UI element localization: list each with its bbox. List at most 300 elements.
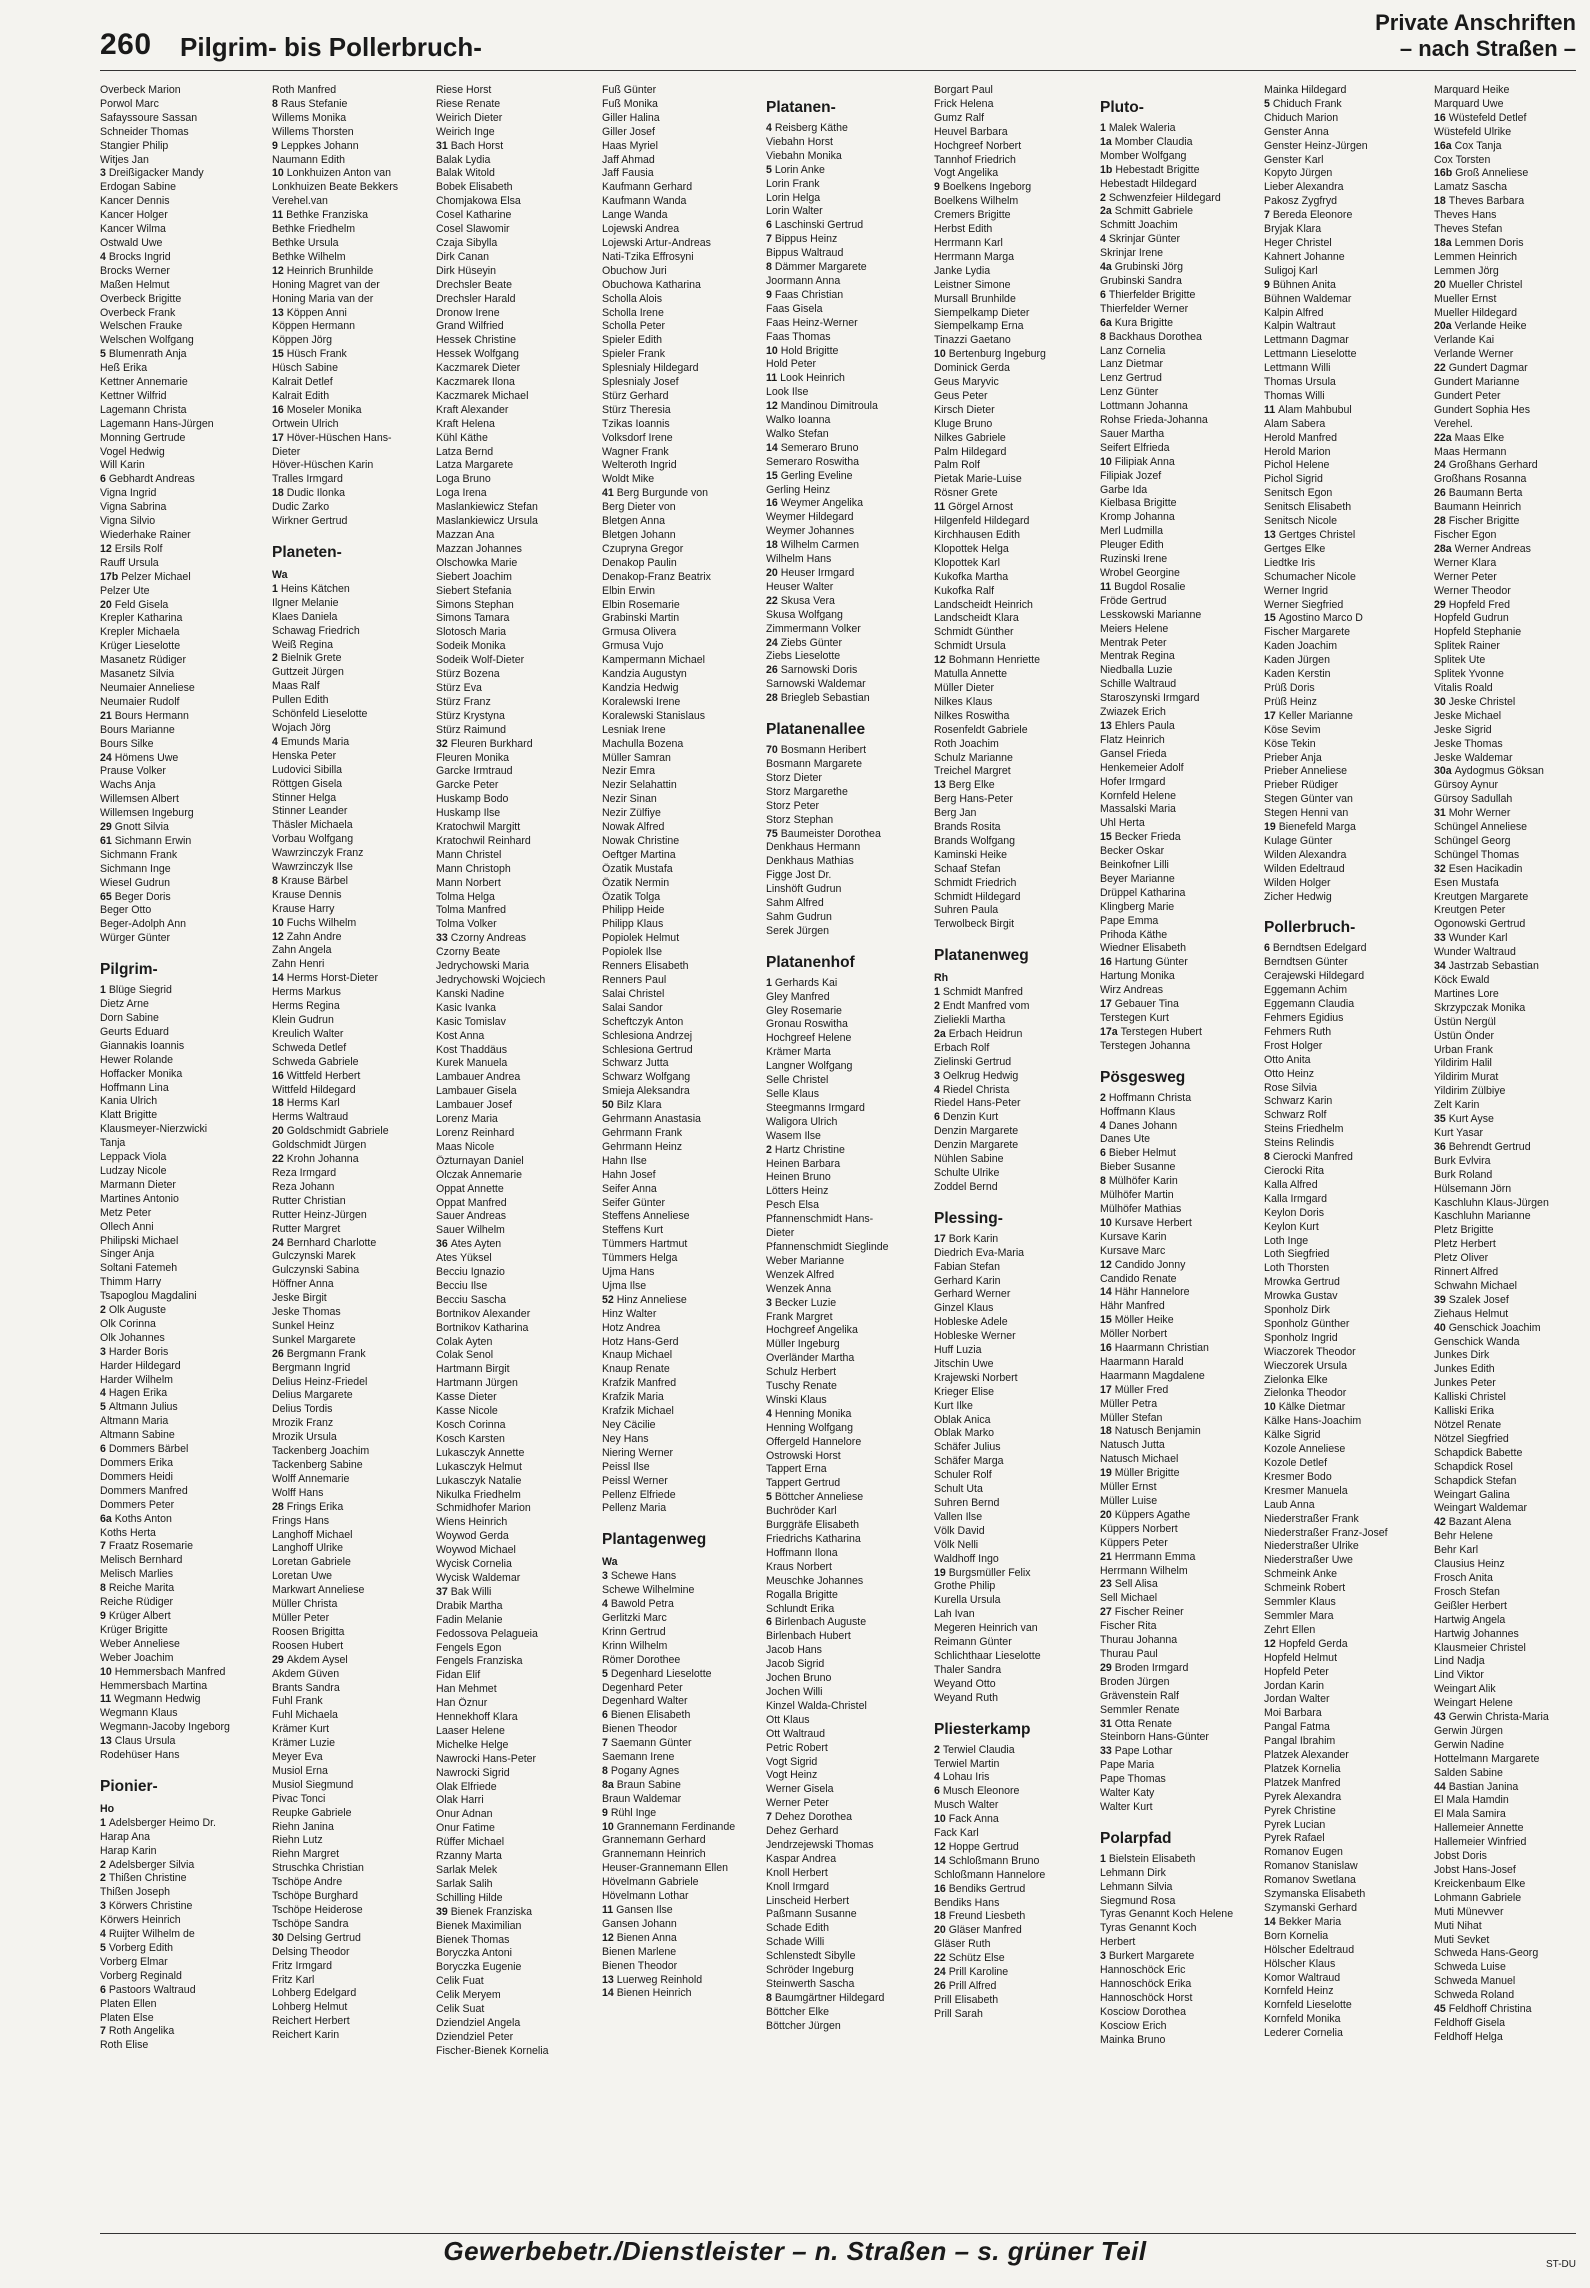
resident-name: Natusch Michael [1100,1453,1179,1466]
resident-name: Gumz Ralf [934,111,985,124]
resident-entry [1434,376,1590,390]
resident-entry [1434,1266,1590,1280]
resident-name: Siempelkamp Erna [934,320,1024,333]
resident-name: Schweda Gabriele [272,1055,359,1068]
resident-name: Musch Eleonore [942,1785,1020,1798]
resident-name: Gehrmann Anastasia [602,1113,701,1126]
resident-name: Martines Antonio [100,1192,179,1205]
resident-entry [1100,650,1258,664]
resident-entry [436,432,594,446]
resident-entry [1434,293,1590,307]
resident-name: Hölscher Edeltraud [1264,1943,1355,1956]
resident-entry [766,150,924,164]
house-number: 30a [1434,765,1455,778]
house-number: 10 [1100,455,1115,468]
resident-name: Splesnialy Josef [602,376,679,389]
resident-name: Walter Katy [1100,1787,1155,1800]
resident-entry [602,1932,760,1946]
resident-name: Muti Sevket [1434,1933,1490,1946]
resident-name: Tuschy Renate [766,1380,837,1393]
resident-entry [100,320,258,334]
resident-name: Dieter [272,445,301,458]
resident-name: Kratochwil Margitt [436,821,521,834]
house-number: 5 [100,1942,109,1954]
resident-entry [1434,1600,1590,1614]
resident-name: Diedrich Eva-Maria [934,1246,1025,1259]
resident-name: Harder Wilhelm [100,1373,173,1386]
resident-name: Theves Stefan [1434,223,1503,236]
resident-entry [100,724,258,738]
resident-entry [934,1580,1092,1594]
resident-name: Jedrychowski Wojciech [436,974,546,986]
house-number: 18 [766,539,781,552]
resident-entry [1100,1384,1258,1398]
resident-name: Renners Paul [602,974,667,986]
resident-entry [1434,1099,1590,1113]
resident-entry [1100,762,1258,776]
resident-name: Sodeik Wolf-Dieter [436,654,525,667]
resident-name: Weber Joachim [100,1651,174,1664]
resident-entry [1100,1565,1258,1579]
house-number: 9 [272,139,281,152]
resident-name: Candido Renate [1100,1272,1177,1285]
resident-name: Czaja Sibylla [436,236,498,249]
resident-entry [1434,334,1590,348]
resident-name: Nawrocki Sigrid [436,1766,510,1779]
resident-entry [1434,1349,1590,1363]
resident-name: Kosch Karsten [436,1432,505,1445]
resident-name: Candido Jonny [1114,1258,1186,1271]
resident-entry [1434,1989,1590,2003]
resident-entry [1264,223,1422,237]
resident-entry [934,1483,1092,1497]
resident-name: Baumgärtner Hildegard [774,1991,885,2004]
resident-entry [1100,1992,1258,2006]
resident-entry [1434,237,1590,251]
resident-name: Buchröder Karl [766,1505,837,1518]
column-2 [272,84,430,2224]
resident-entry [1264,765,1422,779]
resident-name: Wiederhake Rainer [100,529,191,541]
resident-name: Nilkes Klaus [934,695,993,708]
resident-entry [272,1376,430,1390]
resident-name: Ostwald Uwe [100,236,163,249]
resident-entry [100,1109,258,1123]
resident-name: Hennekhoff Klara [436,1711,518,1724]
resident-entry [1264,1916,1422,1930]
resident-entry [436,1836,594,1850]
resident-entry [1264,891,1422,905]
resident-name: Fuhl Michaela [272,1709,338,1722]
resident-name: Dommers Peter [100,1498,175,1511]
resident-entry [1434,279,1590,293]
resident-entry [436,1711,594,1725]
resident-name: Woywod Gerda [436,1530,509,1543]
resident-entry [436,821,594,835]
resident-entry [272,1960,430,1974]
resident-entry [766,1603,924,1617]
section-title-line1: Private Anschriften [1375,10,1576,35]
resident-name: Wiens Heinrich [436,1516,508,1529]
house-number: 31 [1100,1717,1115,1730]
resident-name: Vogt Angelika [934,167,999,180]
resident-name: Platzek Manfred [1264,1776,1341,1789]
house-number: 4 [602,1598,611,1611]
house-number: 26 [1434,487,1449,500]
resident-entry [436,404,594,418]
resident-name: Knaup Renate [602,1363,670,1376]
resident-entry [436,1141,594,1155]
resident-name: Langhoff Ulrike [272,1542,344,1555]
resident-name: Weingart Galina [1434,1488,1510,1501]
resident-entry [436,1739,594,1753]
resident-entry [602,1099,760,1113]
resident-entry [602,1848,760,1862]
resident-name: Liedtke Iris [1264,556,1316,569]
house-number: 15 [1100,831,1115,844]
resident-entry [272,1306,430,1320]
resident-entry [100,1429,258,1443]
resident-entry [766,758,924,772]
house-number: 35 [1434,1113,1449,1126]
resident-name: Elbin Rosemarie [602,598,680,611]
resident-entry [1434,1669,1590,1683]
resident-name: Riese Horst [436,84,492,96]
house-number: 4 [934,1083,943,1096]
resident-name: Riehn Janina [272,1820,334,1833]
resident-entry [602,1695,760,1709]
resident-entry [934,446,1092,460]
house-number: 15 [766,469,781,482]
resident-name: Genster Karl [1264,153,1324,166]
house-number: 16 [1434,111,1449,124]
resident-entry [100,1942,258,1956]
resident-entry [436,1947,594,1961]
resident-name: Nezir Zülfiye [602,807,661,820]
resident-entry [100,1457,258,1471]
resident-entry [934,849,1092,863]
resident-entry [272,140,430,154]
resident-entry [100,1831,258,1845]
resident-entry [100,1970,258,1984]
resident-name: Thurau Johanna [1100,1634,1178,1647]
resident-name: Kalla Alfred [1264,1178,1318,1191]
resident-name: Esen Mustafa [1434,876,1499,889]
resident-name: Wycisk Waldemar [436,1571,521,1584]
resident-name: Baumann Heinrich [1434,501,1522,514]
resident-entry [934,1924,1092,1938]
resident-entry [602,696,760,710]
resident-entry [1100,1245,1258,1259]
resident-name: Garcke Irmtraud [436,765,513,778]
resident-entry [934,307,1092,321]
resident-entry [436,1753,594,1767]
resident-entry [272,583,430,597]
resident-entry [100,1900,258,1914]
resident-name: Lesskowski Marianne [1100,608,1202,621]
resident-name: Hold Peter [766,358,817,371]
resident-entry [1434,1683,1590,1697]
resident-name: Adelsberger Heimo Dr. [108,1816,217,1829]
house-number: 8 [272,874,281,887]
resident-name: Klatt Brigitte [100,1109,158,1122]
resident-entry [100,571,258,585]
resident-entry [272,1487,430,1501]
resident-name: Kettner Wilfrid [100,389,167,402]
resident-entry [934,1275,1092,1289]
resident-entry [1264,1596,1422,1610]
resident-name: Simons Stephan [436,598,514,611]
resident-name: Rogalla Brigitte [766,1588,838,1601]
resident-name: Fischer Margarete [1264,626,1350,639]
resident-name: Prieber Anneliese [1264,765,1348,778]
resident-name: Romanov Stanislaw [1264,1860,1358,1873]
resident-name: Huskamp Ilse [436,807,501,820]
resident-entry [1264,1179,1422,1193]
resident-entry [436,1864,594,1878]
resident-entry [766,1992,924,2006]
resident-name: Naumann Edith [272,153,346,166]
house-number: 39 [1434,1293,1449,1306]
house-number: 11 [766,372,781,385]
house-number: 42 [1434,1516,1449,1529]
resident-name: Kancer Dennis [100,195,170,208]
house-number: 3 [766,1296,775,1309]
resident-name: Tappert Erna [766,1463,827,1476]
resident-name: Otto Heinz [1264,1067,1315,1080]
resident-name: Kursave Marc [1100,1244,1166,1257]
resident-name: Walter Kurt [1100,1800,1153,1813]
resident-entry [602,1280,760,1294]
resident-entry [1264,1763,1422,1777]
resident-name: Haas Myriel [602,139,658,152]
resident-entry [436,1210,594,1224]
resident-entry [766,1366,924,1380]
resident-entry [272,1862,430,1876]
resident-name: Honing Magret van der [272,278,380,291]
house-number: 17 [272,431,287,444]
resident-name: Hannoschöck Eric [1100,1964,1186,1977]
resident-name: Becciu Ilse [436,1279,488,1292]
resident-name: Degenhard Walter [602,1695,688,1708]
resident-name: Schwarz Jutta [602,1057,669,1070]
resident-name: Mentrak Peter [1100,636,1167,649]
house-number: 1a [1100,135,1115,148]
resident-name: Feldhoff Christina [1448,2003,1532,2016]
resident-entry [436,1683,594,1697]
resident-name: Hopfeld Gerda [1278,1637,1348,1650]
resident-name: Eggemann Claudia [1264,998,1355,1011]
resident-entry [1434,1377,1590,1391]
resident-name: Schumacher Nicole [1264,570,1356,583]
house-number: 32 [436,737,451,750]
resident-entry [1100,1648,1258,1662]
resident-entry [1100,1356,1258,1370]
resident-entry [1100,1203,1258,1217]
resident-entry [272,293,430,307]
resident-entry [1434,1280,1590,1294]
resident-entry [436,724,594,738]
resident-name: Jitschin Uwe [934,1357,994,1370]
house-number: 1 [766,976,775,989]
resident-entry [766,345,924,359]
resident-entry [1434,209,1590,223]
resident-name: Bendiks Hans [934,1896,1000,1909]
resident-entry [934,599,1092,613]
resident-name: Zelt Karin [1434,1099,1480,1112]
resident-entry [100,998,258,1012]
resident-name: Bethke Ursula [272,236,339,249]
resident-name: Tyras Genannt Koch Helene [1100,1908,1234,1921]
resident-name: Bienefeld Marga [1278,821,1356,834]
resident-entry [100,1262,258,1276]
resident-name: Pelzer Ute [100,584,150,597]
resident-name: Müller Dieter [934,681,995,694]
resident-name: Fadin Melanie [436,1613,503,1626]
resident-name: Schweda Luise [1434,1961,1506,1974]
resident-entry [934,98,1092,112]
resident-name: Elbin Erwin [602,584,655,597]
column-6 [934,84,1092,2224]
resident-name: Friedrichs Katharina [766,1533,861,1545]
resident-name: Woldt Mike [602,473,655,486]
resident-entry [602,293,760,307]
resident-entry [1434,1655,1590,1669]
resident-entry [1434,1169,1590,1183]
resident-name: Kopyto Jürgen [1264,167,1333,180]
resident-entry [272,1890,430,1904]
resident-entry [272,1473,430,1487]
resident-name: Ilgner Melanie [272,596,339,609]
resident-name: Denakop Paulin [602,556,677,569]
resident-entry [272,1125,430,1139]
house-number: 13 [602,1973,617,1986]
resident-name: Wycisk Cornelia [436,1558,512,1571]
resident-entry [1100,1439,1258,1453]
resident-entry [1264,390,1422,404]
resident-name: Mentrak Regina [1100,650,1175,663]
resident-name: Krieger Elise [934,1385,995,1398]
resident-entry [1100,192,1258,206]
resident-entry [1100,1300,1258,1314]
resident-entry [1100,442,1258,456]
resident-entry [766,1185,924,1199]
resident-name: Pyrek Alexandra [1264,1790,1342,1803]
resident-name: Latza Margarete [436,459,514,472]
resident-name: Kasse Dieter [436,1391,497,1404]
resident-entry [436,1447,594,1461]
resident-name: Platzek Kornelia [1264,1762,1341,1775]
resident-name: Denzin Kurt [942,1111,999,1124]
resident-name: Sell Michael [1100,1592,1158,1605]
resident-entry [100,1956,258,1970]
resident-name: Jeske Thomas [272,1306,341,1319]
resident-name: Lonkhuizen Anton van [286,167,391,180]
resident-entry [436,167,594,181]
resident-name: Schweda Roland [1434,1989,1515,2002]
resident-name: Semmler Klaus [1264,1596,1336,1609]
resident-name: Thierfelder Werner [1100,302,1189,315]
resident-entry [602,1113,760,1127]
resident-entry [100,251,258,265]
resident-name: Thißen Joseph [100,1886,171,1899]
house-number: 17 [1100,998,1115,1011]
resident-entry [602,891,760,905]
resident-entry [436,1322,594,1336]
resident-entry [766,511,924,525]
resident-name: Fritz Karl [272,1973,315,1986]
house-number: 10 [1100,1216,1115,1229]
resident-entry [934,487,1092,501]
resident-entry [766,772,924,786]
resident-entry [934,1125,1092,1139]
resident-name: Splesnialy Hildegard [602,362,699,375]
resident-name: Pletz Oliver [1434,1252,1489,1265]
resident-name: Zimmermann Volker [766,622,861,635]
resident-name: Terwolbeck Birgit [934,918,1015,931]
resident-name: Gansen Ilse [616,1904,673,1916]
resident-name: Simons Tamara [436,612,510,625]
resident-entry [934,821,1092,835]
resident-entry [100,112,258,126]
resident-name: Schäfer Julius [934,1441,1001,1454]
resident-name: Storz Dieter [766,771,822,784]
resident-entry [436,1266,594,1280]
resident-name: Schweda Detlef [272,1041,347,1054]
resident-entry [1100,1704,1258,1718]
resident-name: Gulczynski Sabina [272,1264,360,1277]
resident-name: Bippus Waltraud [766,247,844,260]
resident-entry [934,1771,1092,1785]
resident-entry [436,1155,594,1169]
district-code: Wa [272,569,288,581]
house-number: 24 [934,1966,949,1979]
house-number: 32 [1434,862,1449,875]
resident-name: Slotosch Maria [436,626,507,639]
resident-entry [436,1280,594,1294]
resident-entry [602,195,760,209]
resident-entry [1434,195,1590,209]
resident-name: Wilden Edeltraud [1264,862,1345,875]
resident-name: Szalek Josef [1448,1293,1509,1306]
resident-name: Boryczka Eugenie [436,1961,522,1974]
resident-name: Malek Waleria [1108,122,1176,134]
house-number: 2 [100,1304,109,1317]
resident-entry [934,418,1092,432]
resident-entry [934,1427,1092,1441]
house-number: 24 [766,636,781,649]
resident-name: Hemmersbach Martina [100,1679,208,1692]
resident-entry [1434,1767,1590,1781]
resident-entry [934,515,1092,529]
resident-name: Heuvel Barbara [934,125,1008,138]
resident-entry [1434,1822,1590,1836]
resident-name: Körwers Christine [108,1900,193,1913]
resident-name: Nötzel Siegfried [1434,1432,1509,1445]
resident-entry [436,459,594,473]
resident-name: Mann Christel [436,848,502,861]
resident-entry [1434,167,1590,181]
resident-entry [272,195,430,209]
resident-entry [602,1960,760,1974]
resident-name: Han Mehmet [436,1683,497,1696]
resident-name: Gley Rosemarie [766,1004,842,1017]
resident-name: Kurt Ayse [1448,1113,1494,1126]
resident-name: Dudic Ilonka [286,487,346,500]
house-number: 14 [272,972,287,985]
resident-entry [602,585,760,599]
resident-name: Fengels Franziska [436,1655,523,1668]
